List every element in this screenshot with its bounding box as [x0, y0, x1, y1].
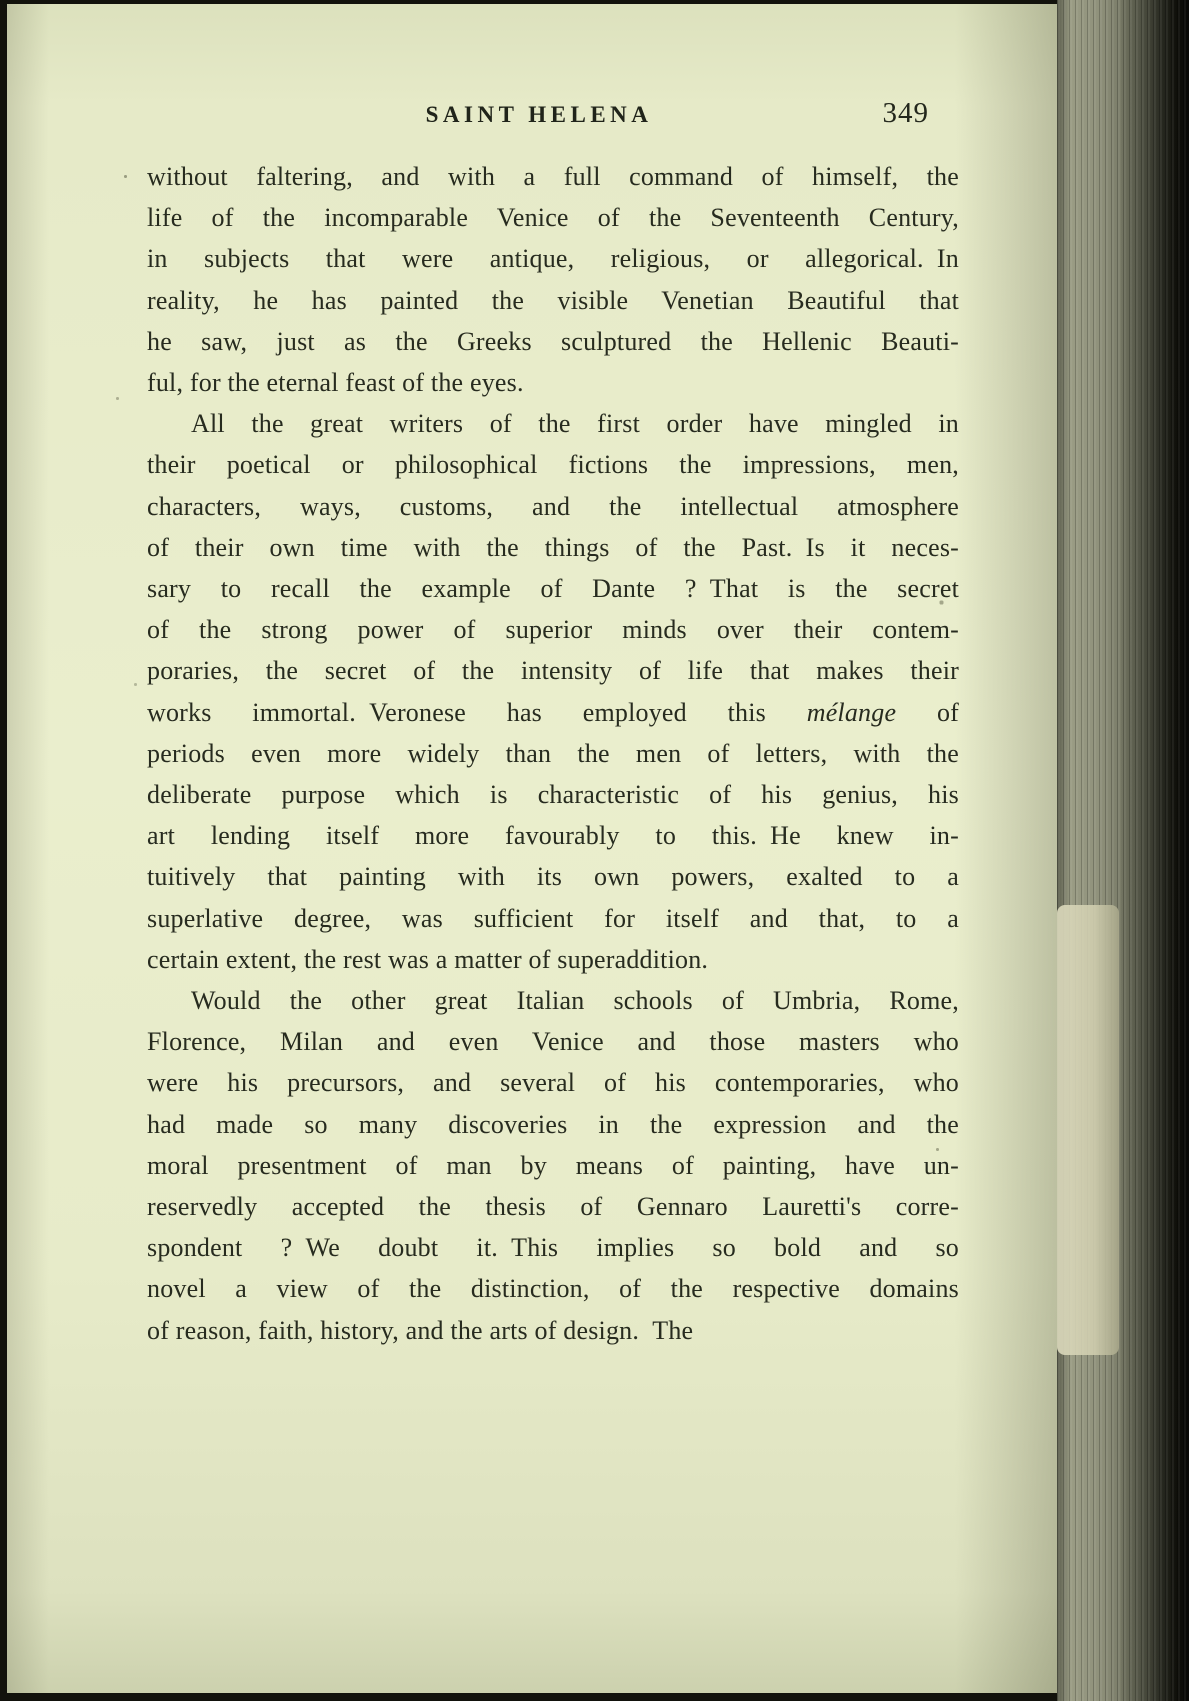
page-number: 349: [882, 97, 929, 129]
text-line: periods even more widely than the men of letters, with the: [147, 738, 959, 768]
paragraph: [147, 156, 959, 403]
body-text: [147, 156, 959, 1351]
text-line: their poetical or philosophical fictions the impressions, men,: [147, 450, 959, 480]
text-line: deliberate purpose which is characteristic of his genius, his: [147, 780, 959, 810]
page-title: SAINT HELENA: [425, 102, 653, 127]
text-line: of their own time with the things of the Past. Is it neces-: [147, 532, 959, 562]
page-edge-highlight: [1057, 905, 1119, 1355]
text-segment: works immortal. Veronese has employed this: [147, 697, 807, 727]
text-segment: of: [896, 697, 960, 727]
paragraph: [147, 403, 959, 980]
text-line: without faltering, and with a full command of himself, the: [147, 162, 959, 191]
text-line: were his precursors, and several of his contemporaries, who: [147, 1068, 959, 1098]
text-line: in subjects that were antique, religious, or allegorical. In: [147, 244, 959, 274]
text-line: poraries, the secret of the intensity of life that makes their: [147, 656, 959, 686]
paragraph: [147, 980, 959, 1351]
scan-specks: [7, 4, 8, 5]
text-line: of reason, faith, history, and the arts of design. The: [147, 1315, 694, 1345]
text-line: life of the incomparable Venice of the Seventeenth Century,: [147, 203, 959, 233]
book-page-edges: [1057, 0, 1189, 1701]
text-line: of the strong power of superior minds over their contem-: [147, 615, 959, 645]
text-line: spondent ? We doubt it. This implies so bold and so: [147, 1233, 959, 1263]
text-line: superlative degree, was sufficient for itself and that, to a: [147, 903, 959, 933]
text-line: ful, for the eternal feast of the eyes.: [147, 368, 524, 398]
text-line: Would the other great Italian schools of Umbria, Rome,: [191, 986, 959, 1016]
text-line: sary to recall the example of Dante ? That is the secret: [147, 574, 959, 604]
text-line: All the great writers of the first order have mingled in: [191, 409, 959, 439]
italic-word: mélange: [806, 697, 897, 727]
text-line-with-italic: [147, 692, 959, 733]
text-line: reality, he has painted the visible Venetian Beautiful that: [147, 285, 959, 315]
text-line: certain extent, the rest was a matter of superaddition.: [147, 944, 709, 974]
book-page: [7, 4, 1060, 1693]
text-line: tuitively that painting with its own powers, exalted to a: [147, 862, 959, 892]
running-header: [147, 97, 959, 142]
text-line: reservedly accepted the thesis of Gennaro Lauretti's corre-: [147, 1192, 959, 1222]
text-line: moral presentment of man by means of painting, have un-: [147, 1150, 959, 1180]
text-line: he saw, just as the Greeks sculptured the Hellenic Beauti-: [147, 326, 959, 356]
text-line: novel a view of the distinction, of the respective domains: [147, 1274, 959, 1304]
text-line: Florence, Milan and even Venice and those masters who: [147, 1027, 959, 1057]
text-line: characters, ways, customs, and the intellectual atmosphere: [147, 491, 959, 521]
text-line: had made so many discoveries in the expression and the: [147, 1109, 959, 1139]
text-line: art lending itself more favourably to this. He knew in-: [147, 821, 959, 851]
